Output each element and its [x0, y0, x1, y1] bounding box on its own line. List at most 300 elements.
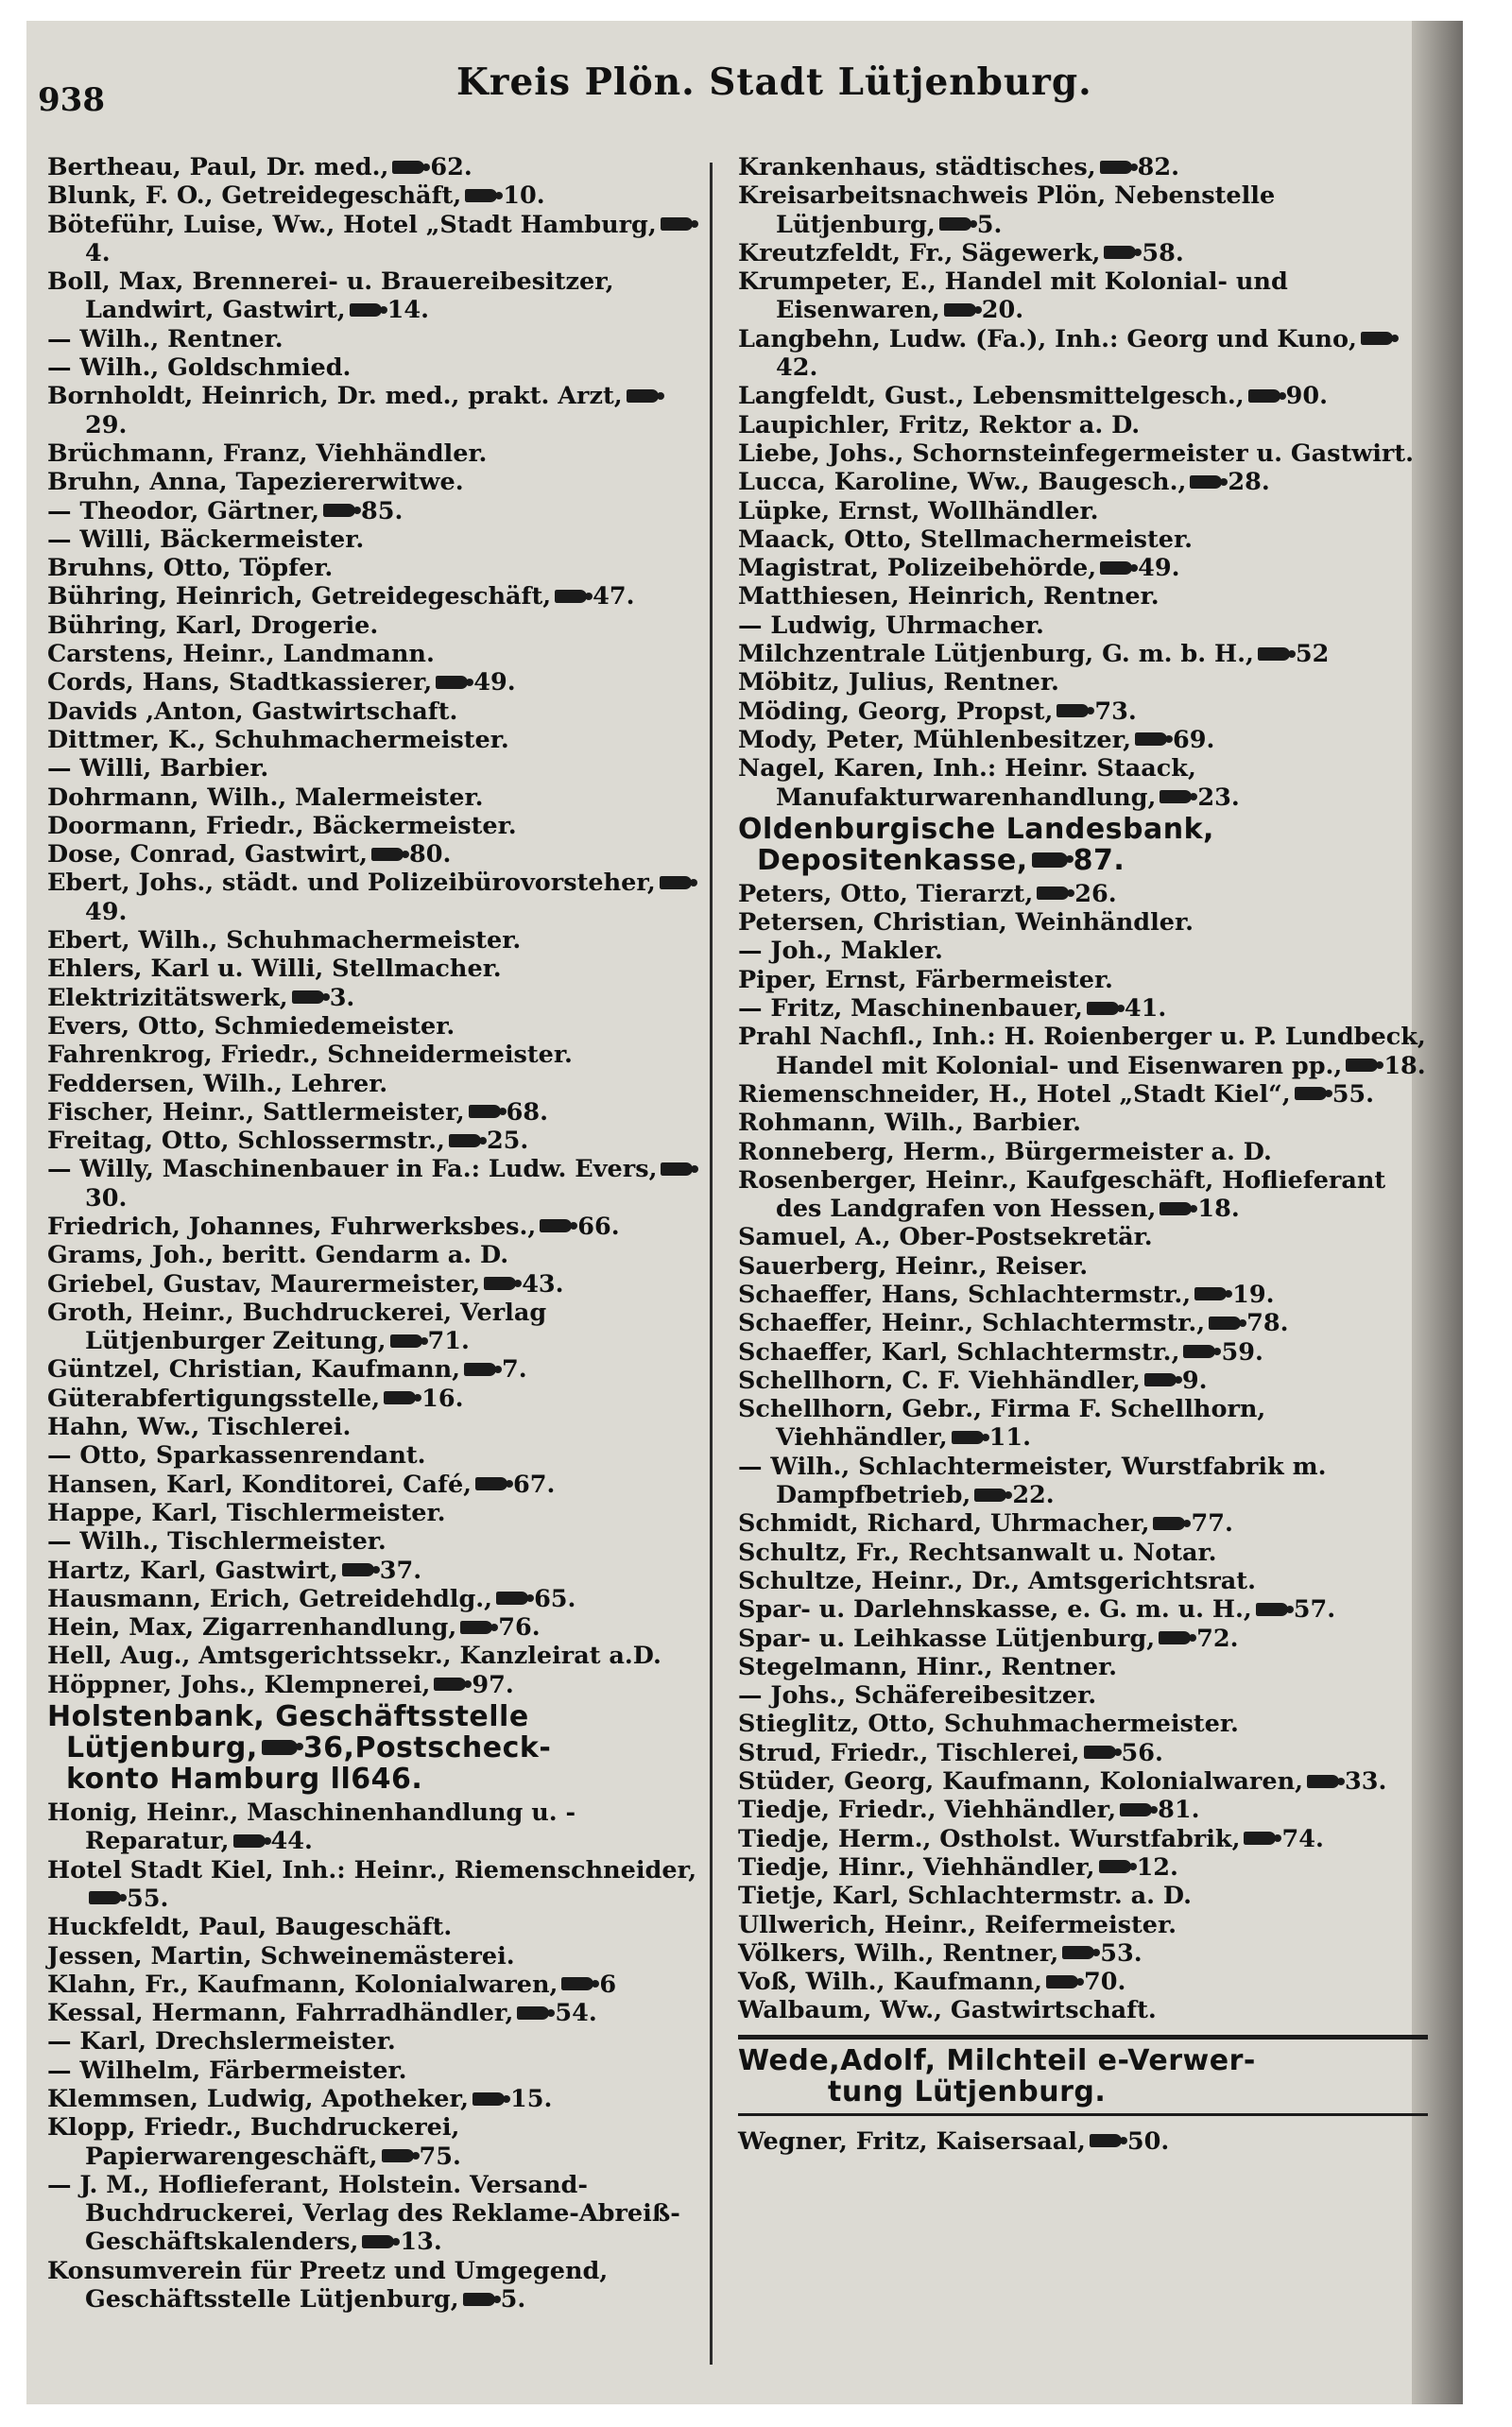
entry-text: — Karl, Drechslermeister.: [47, 2027, 396, 2057]
entry-text: Rohmann, Wilh., Barbier.: [738, 1109, 1082, 1138]
holstenbank-line-2-text: Lütjenburg,: [66, 1731, 258, 1765]
entry-text: — Johs., Schäfereibesitzer.: [738, 1681, 1097, 1711]
telephone-icon: [342, 1563, 374, 1576]
directory-entry: [738, 1996, 1428, 2024]
directory-entry: [738, 554, 1428, 582]
telephone-icon: [1104, 246, 1136, 259]
entry-text: Ullwerich, Heinr., Reifermeister.: [738, 1910, 1177, 1939]
telephone-number: 11.: [988, 1423, 1031, 1453]
directory-entry: [738, 1710, 1428, 1738]
page-header: [26, 60, 1444, 136]
telephone-number: 59.: [1221, 1337, 1263, 1367]
directory-entry: [738, 1625, 1428, 1653]
entry-text: Tiedje, Friedr., Viehhändler,: [738, 1796, 1117, 1825]
directory-entry: [738, 1453, 1428, 1510]
entry-text: — Willi, Bäckermeister.: [47, 525, 365, 554]
telephone-icon: [463, 2293, 495, 2306]
telephone-number: 85.: [361, 496, 404, 525]
entry-text: Völkers, Wilh., Rentner,: [738, 1938, 1059, 1968]
entry-text: — Wilhelm, Färbermeister.: [47, 2056, 407, 2085]
directory-entry: [738, 411, 1428, 439]
entry-text: Spar- u. Darlehnskasse, e. G. m. u. H.,: [738, 1595, 1252, 1625]
directory-entry: [738, 1825, 1428, 1853]
telephone-icon: [1090, 2134, 1122, 2147]
entry-text: Tietje, Karl, Schlachtermstr. a. D.: [738, 1882, 1192, 1911]
entry-text: Möbitz, Julius, Rentner.: [738, 668, 1059, 697]
directory-entry: [47, 668, 699, 697]
directory-entry: [47, 1942, 699, 1971]
entry-text: Maack, Otto, Stellmachermeister.: [738, 525, 1194, 554]
telephone-icon: [1057, 704, 1089, 717]
right-column: [738, 153, 1428, 2156]
directory-entry: [47, 325, 699, 353]
entry-text: Bühring, Karl, Drogerie.: [47, 611, 379, 640]
directory-entry: [738, 880, 1428, 908]
entry-list-left-a: [47, 153, 699, 1699]
entry-text: Fischer, Heinr., Sattlermeister,: [47, 1097, 465, 1127]
telephone-number: 30.: [85, 1183, 128, 1213]
telephone-number: 50.: [1126, 2126, 1170, 2156]
entry-text: Schellhorn, Gebr., Firma F. Schellhorn, Viehhändler,: [738, 1395, 1266, 1453]
telephone-icon: [89, 1891, 121, 1904]
telephone-number: 66.: [577, 1212, 620, 1241]
entry-text: Huckfeldt, Paul, Baugeschäft.: [47, 1913, 453, 1942]
telephone-icon: [1100, 561, 1132, 575]
entry-text: Freitag, Otto, Schlossermstr.,: [47, 1127, 445, 1156]
telephone-icon: [1099, 1860, 1131, 1873]
directory-entry: [738, 966, 1428, 994]
telephone-icon: [1160, 790, 1192, 803]
directory-entry: [738, 239, 1428, 267]
entry-text: Samuel, A., Ober-Postsekretär.: [738, 1223, 1153, 1252]
entry-text: Ebert, Wilh., Schuhmachermeister.: [47, 926, 522, 955]
telephone-icon: [661, 217, 693, 231]
telephone-number: 56.: [1121, 1738, 1163, 1767]
entry-text: Carstens, Heinr., Landmann.: [47, 640, 435, 669]
directory-entry: [47, 984, 699, 1012]
entry-text: Stieglitz, Otto, Schuhmachermeister.: [738, 1710, 1239, 1739]
entry-text: Davids ,Anton, Gastwirtschaft.: [47, 697, 458, 726]
entry-list-right-a: [738, 153, 1428, 812]
directory-entry: [738, 267, 1428, 325]
directory-entry: [738, 382, 1428, 410]
telephone-icon: [1160, 1202, 1192, 1215]
directory-entry: [47, 2257, 699, 2315]
directory-entry: [738, 1939, 1428, 1968]
telephone-icon: [475, 1477, 507, 1490]
entry-text: Schaeffer, Hans, Schlachtermstr.,: [738, 1280, 1192, 1309]
entry-text: Laupichler, Fritz, Rektor a. D.: [738, 410, 1141, 439]
entry-text: Peters, Otto, Tierarzt,: [738, 879, 1034, 908]
directory-entry: [738, 726, 1428, 754]
telephone-icon: [484, 1277, 516, 1290]
telephone-number: 18.: [1197, 1195, 1240, 1224]
directory-entry: [47, 1070, 699, 1098]
entry-text: — Wilh., Tischlermeister.: [47, 1527, 387, 1557]
entry-text: Liebe, Johs., Schornsteinfegermeister u. Gastwirt.: [738, 439, 1415, 468]
entry-text: Voß, Wilh., Kaufmann,: [738, 1968, 1042, 1997]
telephone-number: 67.: [513, 1470, 556, 1499]
telephone-icon: [540, 1219, 572, 1232]
directory-entry: [738, 582, 1428, 611]
entry-text: — Wilh., Rentner.: [47, 324, 284, 353]
entry-text: Kreutzfeldt, Fr., Sägewerk,: [738, 238, 1101, 267]
telephone-number: 54.: [555, 1999, 597, 2028]
entry-text: Mody, Peter, Mühlenbesitzer,: [738, 725, 1132, 754]
telephone-number: 74.: [1281, 1824, 1324, 1853]
directory-entry: [47, 754, 699, 783]
directory-entry: [738, 611, 1428, 640]
telephone-number: 78.: [1246, 1309, 1289, 1338]
directory-entry: [738, 1281, 1428, 1309]
oldenburgische-phone: 87.: [1073, 843, 1125, 877]
directory-entry: [47, 955, 699, 983]
entry-text: Hotel Stadt Kiel, Inh.: Heinr., Riemenschneider,: [47, 1855, 697, 1885]
directory-entry: [47, 1299, 699, 1356]
oldenburgische-line-1: Oldenburgische Landesbank,: [738, 812, 1214, 846]
entry-text: Brüchmann, Franz, Viehhändler.: [47, 439, 488, 468]
entry-text: Lucca, Karoline, Ww., Baugesch.,: [738, 468, 1187, 497]
telephone-number: 75.: [419, 2142, 461, 2171]
directory-entry: [47, 211, 699, 268]
entry-text: Tiedje, Herm., Ostholst. Wurstfabrik,: [738, 1824, 1241, 1853]
directory-entry: [47, 1355, 699, 1384]
column-divider: [710, 163, 713, 2365]
directory-entry: [47, 1385, 699, 1413]
telephone-number: 33.: [1344, 1767, 1387, 1797]
telephone-icon: [390, 1334, 422, 1348]
directory-entry: [47, 1041, 699, 1069]
entry-text: Schmidt, Richard, Uhrmacher,: [738, 1509, 1150, 1539]
telephone-number: 41.: [1124, 994, 1167, 1024]
entry-text: Dittmer, K., Schuhmachermeister.: [47, 725, 509, 754]
entry-text: — Theodor, Gärtner,: [47, 496, 320, 525]
entry-text: Schaeffer, Karl, Schlachtermstr.,: [738, 1337, 1180, 1367]
directory-entry: [738, 1338, 1428, 1367]
directory-entry: [47, 840, 699, 869]
entry-text: Prahl Nachfl., Inh.: H. Roienberger u. P. Lundbeck, Handel mit Kolonial- und Eisenwaren pp.,: [738, 1023, 1426, 1080]
telephone-number: 53.: [1100, 1938, 1143, 1968]
entry-text: Stegelmann, Hinr., Rentner.: [738, 1652, 1118, 1681]
telephone-number: 13.: [400, 2228, 442, 2257]
entry-text: Fahrenkrog, Friedr., Schneidermeister.: [47, 1041, 573, 1070]
directory-entry: [47, 353, 699, 382]
telephone-number: 12.: [1136, 1852, 1178, 1882]
entry-text: Sauerberg, Heinr., Reiser.: [738, 1251, 1089, 1281]
directory-entry: [47, 554, 699, 582]
entry-text: Tiedje, Hinr., Viehhändler,: [738, 1852, 1095, 1882]
telephone-icon: [449, 1134, 481, 1147]
directory-entry: [738, 1681, 1428, 1710]
telephone-number: 70.: [1083, 1968, 1126, 1997]
entry-text: Krankenhaus, städtisches,: [738, 153, 1096, 181]
telephone-number: 58.: [1142, 238, 1184, 267]
entry-text: Bühring, Heinrich, Getreidegeschäft,: [47, 582, 552, 611]
directory-entry: [47, 2113, 699, 2171]
entry-text: Spar- u. Leihkasse Lütjenburg,: [738, 1624, 1156, 1653]
telephone-icon: [939, 217, 971, 231]
telephone-icon: [465, 189, 497, 202]
directory-entry: [738, 1080, 1428, 1109]
entry-text: — Wilh., Goldschmied.: [47, 353, 352, 383]
entry-list-right-c: [738, 2127, 1428, 2156]
holstenbank-line-3: konto Hamburg ll646.: [66, 1763, 423, 1797]
entry-text: Friedrich, Johannes, Fuhrwerksbes.,: [47, 1212, 537, 1241]
telephone-icon: [1190, 475, 1222, 489]
oldenburgische-line-2-text: Depositenkasse,: [757, 843, 1028, 877]
telephone-number: 49.: [85, 897, 128, 926]
telephone-number: 22.: [1012, 1481, 1055, 1510]
directory-entry: [47, 2057, 699, 2085]
directory-entry: [47, 468, 699, 496]
directory-entry: [47, 1913, 699, 1941]
directory-entry: [738, 937, 1428, 965]
telephone-icon: [1209, 1317, 1241, 1330]
holstenbank-advertisement: [47, 1701, 699, 1795]
telephone-icon: [496, 1592, 528, 1605]
directory-entry: [47, 1127, 699, 1155]
telephone-icon: [1087, 1002, 1119, 1015]
telephone-icon: [371, 848, 404, 861]
directory-entry: [47, 869, 699, 926]
entry-text: Griebel, Gustav, Maurermeister,: [47, 1269, 481, 1299]
telephone-icon: [517, 2006, 549, 2020]
entry-text: Konsumverein für Preetz und Umgegend, Geschäftsstelle Lütjenburg,: [47, 2256, 609, 2315]
telephone-number: 10.: [503, 181, 545, 211]
telephone-number: 55.: [1332, 1079, 1375, 1109]
telephone-number: 23.: [1197, 783, 1240, 812]
telephone-number: 26.: [1074, 879, 1117, 908]
entry-list-left-b: [47, 1799, 699, 2314]
directory-entry: [738, 1911, 1428, 1939]
telephone-icon: [660, 876, 692, 889]
telephone-icon: [262, 1740, 298, 1755]
entry-list-right-b: [738, 880, 1428, 2025]
directory-entry: [47, 1971, 699, 1999]
directory-entry: [738, 1796, 1428, 1824]
directory-entry: [47, 1270, 699, 1299]
entry-text: Dohrmann, Wilh., Malermeister.: [47, 783, 484, 812]
telephone-icon: [661, 1162, 693, 1176]
telephone-icon: [233, 1834, 266, 1848]
telephone-icon: [974, 1489, 1006, 1502]
directory-entry: [738, 1309, 1428, 1337]
directory-entry: [738, 1109, 1428, 1137]
directory-entry: [47, 1585, 699, 1613]
telephone-number: 72.: [1196, 1624, 1239, 1653]
entry-text: — Joh., Makler.: [738, 937, 943, 966]
telephone-icon: [1346, 1059, 1378, 1072]
telephone-number: 77.: [1191, 1509, 1233, 1539]
telephone-icon: [1062, 1946, 1094, 1959]
entry-text: Dose, Conrad, Gastwirt,: [47, 840, 369, 869]
entry-text: Cords, Hans, Stadtkassierer,: [47, 668, 433, 697]
telephone-icon: [434, 1678, 466, 1691]
holstenbank-phone: 36,Postscheck-: [302, 1731, 552, 1765]
telephone-icon: [944, 303, 976, 317]
directory-entry: [47, 611, 699, 640]
directory-entry: [47, 497, 699, 525]
telephone-number: 71.: [427, 1327, 470, 1356]
telephone-icon: [460, 1621, 492, 1634]
telephone-icon: [1153, 1517, 1185, 1530]
directory-entry: [738, 1395, 1428, 1453]
telephone-icon: [561, 1977, 593, 1990]
telephone-number: 82.: [1137, 153, 1180, 181]
entry-text: — Willi, Barbier.: [47, 754, 269, 783]
telephone-number: 76.: [498, 1613, 541, 1643]
telephone-icon: [1295, 1087, 1327, 1100]
telephone-number: 52: [1295, 640, 1330, 669]
telephone-number: 65.: [534, 1584, 576, 1613]
entry-text: Magistrat, Polizeibehörde,: [738, 554, 1097, 583]
entry-text: Nagel, Karen, Inh.: Heinr. Staack, Manufakturwarenhandlung,: [738, 754, 1196, 812]
telephone-number: 15.: [509, 2085, 553, 2113]
directory-entry: [47, 1671, 699, 1699]
telephone-number: 16.: [421, 1384, 464, 1413]
telephone-number: 14.: [387, 296, 429, 325]
entry-text: Klemmsen, Ludwig, Apotheker,: [47, 2085, 469, 2113]
telephone-icon: [472, 2092, 505, 2106]
telephone-icon: [1194, 1287, 1227, 1300]
entry-text: Hausmann, Erich, Getreidehdlg.,: [47, 1584, 493, 1613]
entry-text: — Otto, Sparkassenrendant.: [47, 1441, 426, 1471]
telephone-number: 49.: [1138, 554, 1180, 583]
directory-entry: [47, 1471, 699, 1499]
directory-entry: [47, 153, 699, 181]
entry-text: Schellhorn, C. F. Viehhändler,: [738, 1366, 1141, 1395]
entry-text: Klahn, Fr., Kaufmann, Kolonialwaren,: [47, 1970, 558, 1999]
telephone-number: 47.: [593, 582, 635, 611]
entry-text: Hahn, Ww., Tischlerei.: [47, 1413, 352, 1442]
directory-entry: [738, 908, 1428, 937]
directory-entry: [47, 382, 699, 439]
book-page: [26, 21, 1463, 2404]
directory-entry: [47, 1499, 699, 1527]
directory-entry: [47, 1642, 699, 1670]
directory-entry: [47, 783, 699, 812]
entry-text: Güterabfertigungsstelle,: [47, 1384, 381, 1413]
directory-entry: [47, 582, 699, 611]
directory-entry: [738, 1767, 1428, 1796]
entry-text: Lüpke, Ernst, Wollhändler.: [738, 496, 1099, 525]
entry-text: Happe, Karl, Tischlermeister.: [47, 1498, 446, 1527]
wede-advertisement: [738, 2045, 1428, 2108]
directory-entry: [47, 726, 699, 754]
telephone-icon: [469, 1105, 501, 1118]
directory-entry: [47, 1098, 699, 1127]
directory-entry: [47, 181, 699, 210]
entry-text: Wegner, Fritz, Kaisersaal,: [738, 2126, 1086, 2156]
entry-text: Kessal, Hermann, Fahrradhändler,: [47, 1999, 514, 2028]
telephone-icon: [384, 1391, 416, 1404]
holstenbank-line-2: [47, 1732, 699, 1764]
entry-text: Elektrizitätswerk,: [47, 983, 288, 1012]
telephone-number: 20.: [981, 296, 1024, 325]
page-number: 938: [38, 81, 105, 119]
directory-entry: [738, 1166, 1428, 1224]
telephone-icon: [1046, 1975, 1078, 1988]
telephone-number: 49.: [473, 668, 516, 697]
entry-text: Ehlers, Karl u. Willi, Stellmacher.: [47, 955, 502, 984]
entry-text: Groth, Heinr., Buchdruckerei, Verlag Lütjenburger Zeitung,: [47, 1298, 547, 1356]
telephone-number: 80.: [409, 840, 452, 869]
entry-text: Honig, Heinr., Maschinenhandlung u. -Reparatur,: [47, 1799, 576, 1856]
directory-entry: [47, 1441, 699, 1470]
directory-entry: [738, 2127, 1428, 2156]
directory-entry: [47, 1799, 699, 1856]
entry-text: Matthiesen, Heinrich, Rentner.: [738, 582, 1160, 611]
directory-entry: [738, 1968, 1428, 1996]
entry-text: Möding, Georg, Propst,: [738, 697, 1054, 726]
directory-entry: [738, 1223, 1428, 1251]
directory-entry: [738, 1367, 1428, 1395]
entry-text: Stüder, Georg, Kaufmann, Kolonialwaren,: [738, 1767, 1303, 1797]
telephone-icon: [382, 2149, 414, 2162]
telephone-number: 97.: [472, 1670, 514, 1699]
entry-text: Hansen, Karl, Konditorei, Café,: [47, 1470, 472, 1499]
rule-bottom: [738, 2113, 1428, 2116]
directory-entry: [738, 1882, 1428, 1910]
directory-entry: [738, 754, 1428, 812]
entry-text: Böteführ, Luise, Ww., Hotel „Stadt Hamburg,: [47, 210, 657, 239]
telephone-icon: [952, 1431, 984, 1444]
telephone-icon: [1307, 1775, 1339, 1788]
directory-entry: [738, 439, 1428, 468]
entry-text: Ronneberg, Herm., Bürgermeister a. D.: [738, 1137, 1272, 1166]
telephone-number: 73.: [1094, 697, 1137, 726]
telephone-icon: [1144, 1373, 1177, 1386]
entry-text: Hartz, Karl, Gastwirt,: [47, 1556, 338, 1585]
telephone-number: 55.: [127, 1884, 169, 1913]
entry-text: Schultze, Heinr., Dr., Amtsgerichtsrat.: [738, 1566, 1256, 1595]
entry-text: — Ludwig, Uhrmacher.: [738, 611, 1044, 640]
telephone-number: 5.: [500, 2285, 526, 2315]
telephone-number: 44.: [270, 1827, 313, 1856]
page-title: Kreis Plön. Stadt Lütjenburg.: [456, 60, 1092, 104]
entry-text: Piper, Ernst, Färbermeister.: [738, 965, 1113, 994]
telephone-icon: [1159, 1631, 1191, 1644]
entry-text: Rosenberger, Heinr., Kaufgeschäft, Hoflieferant des Landgrafen von Hessen,: [738, 1165, 1386, 1224]
directory-entry: [47, 439, 699, 468]
telephone-number: 57.: [1293, 1595, 1336, 1625]
directory-entry: [738, 468, 1428, 496]
telephone-number: 43.: [522, 1269, 564, 1299]
telephone-icon: [392, 161, 424, 174]
entry-text: — J. M., Hoflieferant, Holstein. Versand-Buchdruckerei, Verlag des Reklame-Abreiß-Geschäftskalenders,: [47, 2170, 680, 2257]
entry-text: Milchzentrale Lütjenburg, G. m. b. H.,: [738, 640, 1254, 669]
entry-text: Schultz, Fr., Rechtsanwalt u. Notar.: [738, 1538, 1217, 1567]
entry-text: Feddersen, Wilh., Lehrer.: [47, 1069, 388, 1098]
entry-text: Hein, Max, Zigarrenhandlung,: [47, 1613, 457, 1643]
telephone-icon: [362, 2235, 394, 2248]
entry-text: Strud, Friedr., Tischlerei,: [738, 1738, 1080, 1767]
telephone-number: 9.: [1181, 1366, 1208, 1395]
directory-entry: [738, 1653, 1428, 1681]
entry-text: Petersen, Christian, Weinhändler.: [738, 908, 1194, 938]
entry-text: Riemenschneider, H., Hotel „Stadt Kiel“,: [738, 1079, 1291, 1109]
telephone-icon: [1183, 1345, 1215, 1358]
telephone-number: 5.: [976, 210, 1003, 239]
entry-text: Klopp, Friedr., Buchdruckerei, Papierwarengeschäft,: [47, 2113, 460, 2171]
telephone-icon: [1100, 161, 1132, 174]
entry-text: Krumpeter, E., Handel mit Kolonial- und Eisenwaren,: [738, 267, 1288, 325]
directory-entry: [47, 1527, 699, 1556]
rule-top: [738, 2035, 1428, 2040]
entry-text: Bornholdt, Heinrich, Dr. med., prakt. Arzt,: [47, 382, 623, 411]
directory-entry: [47, 1155, 699, 1213]
directory-entry: [47, 1413, 699, 1441]
